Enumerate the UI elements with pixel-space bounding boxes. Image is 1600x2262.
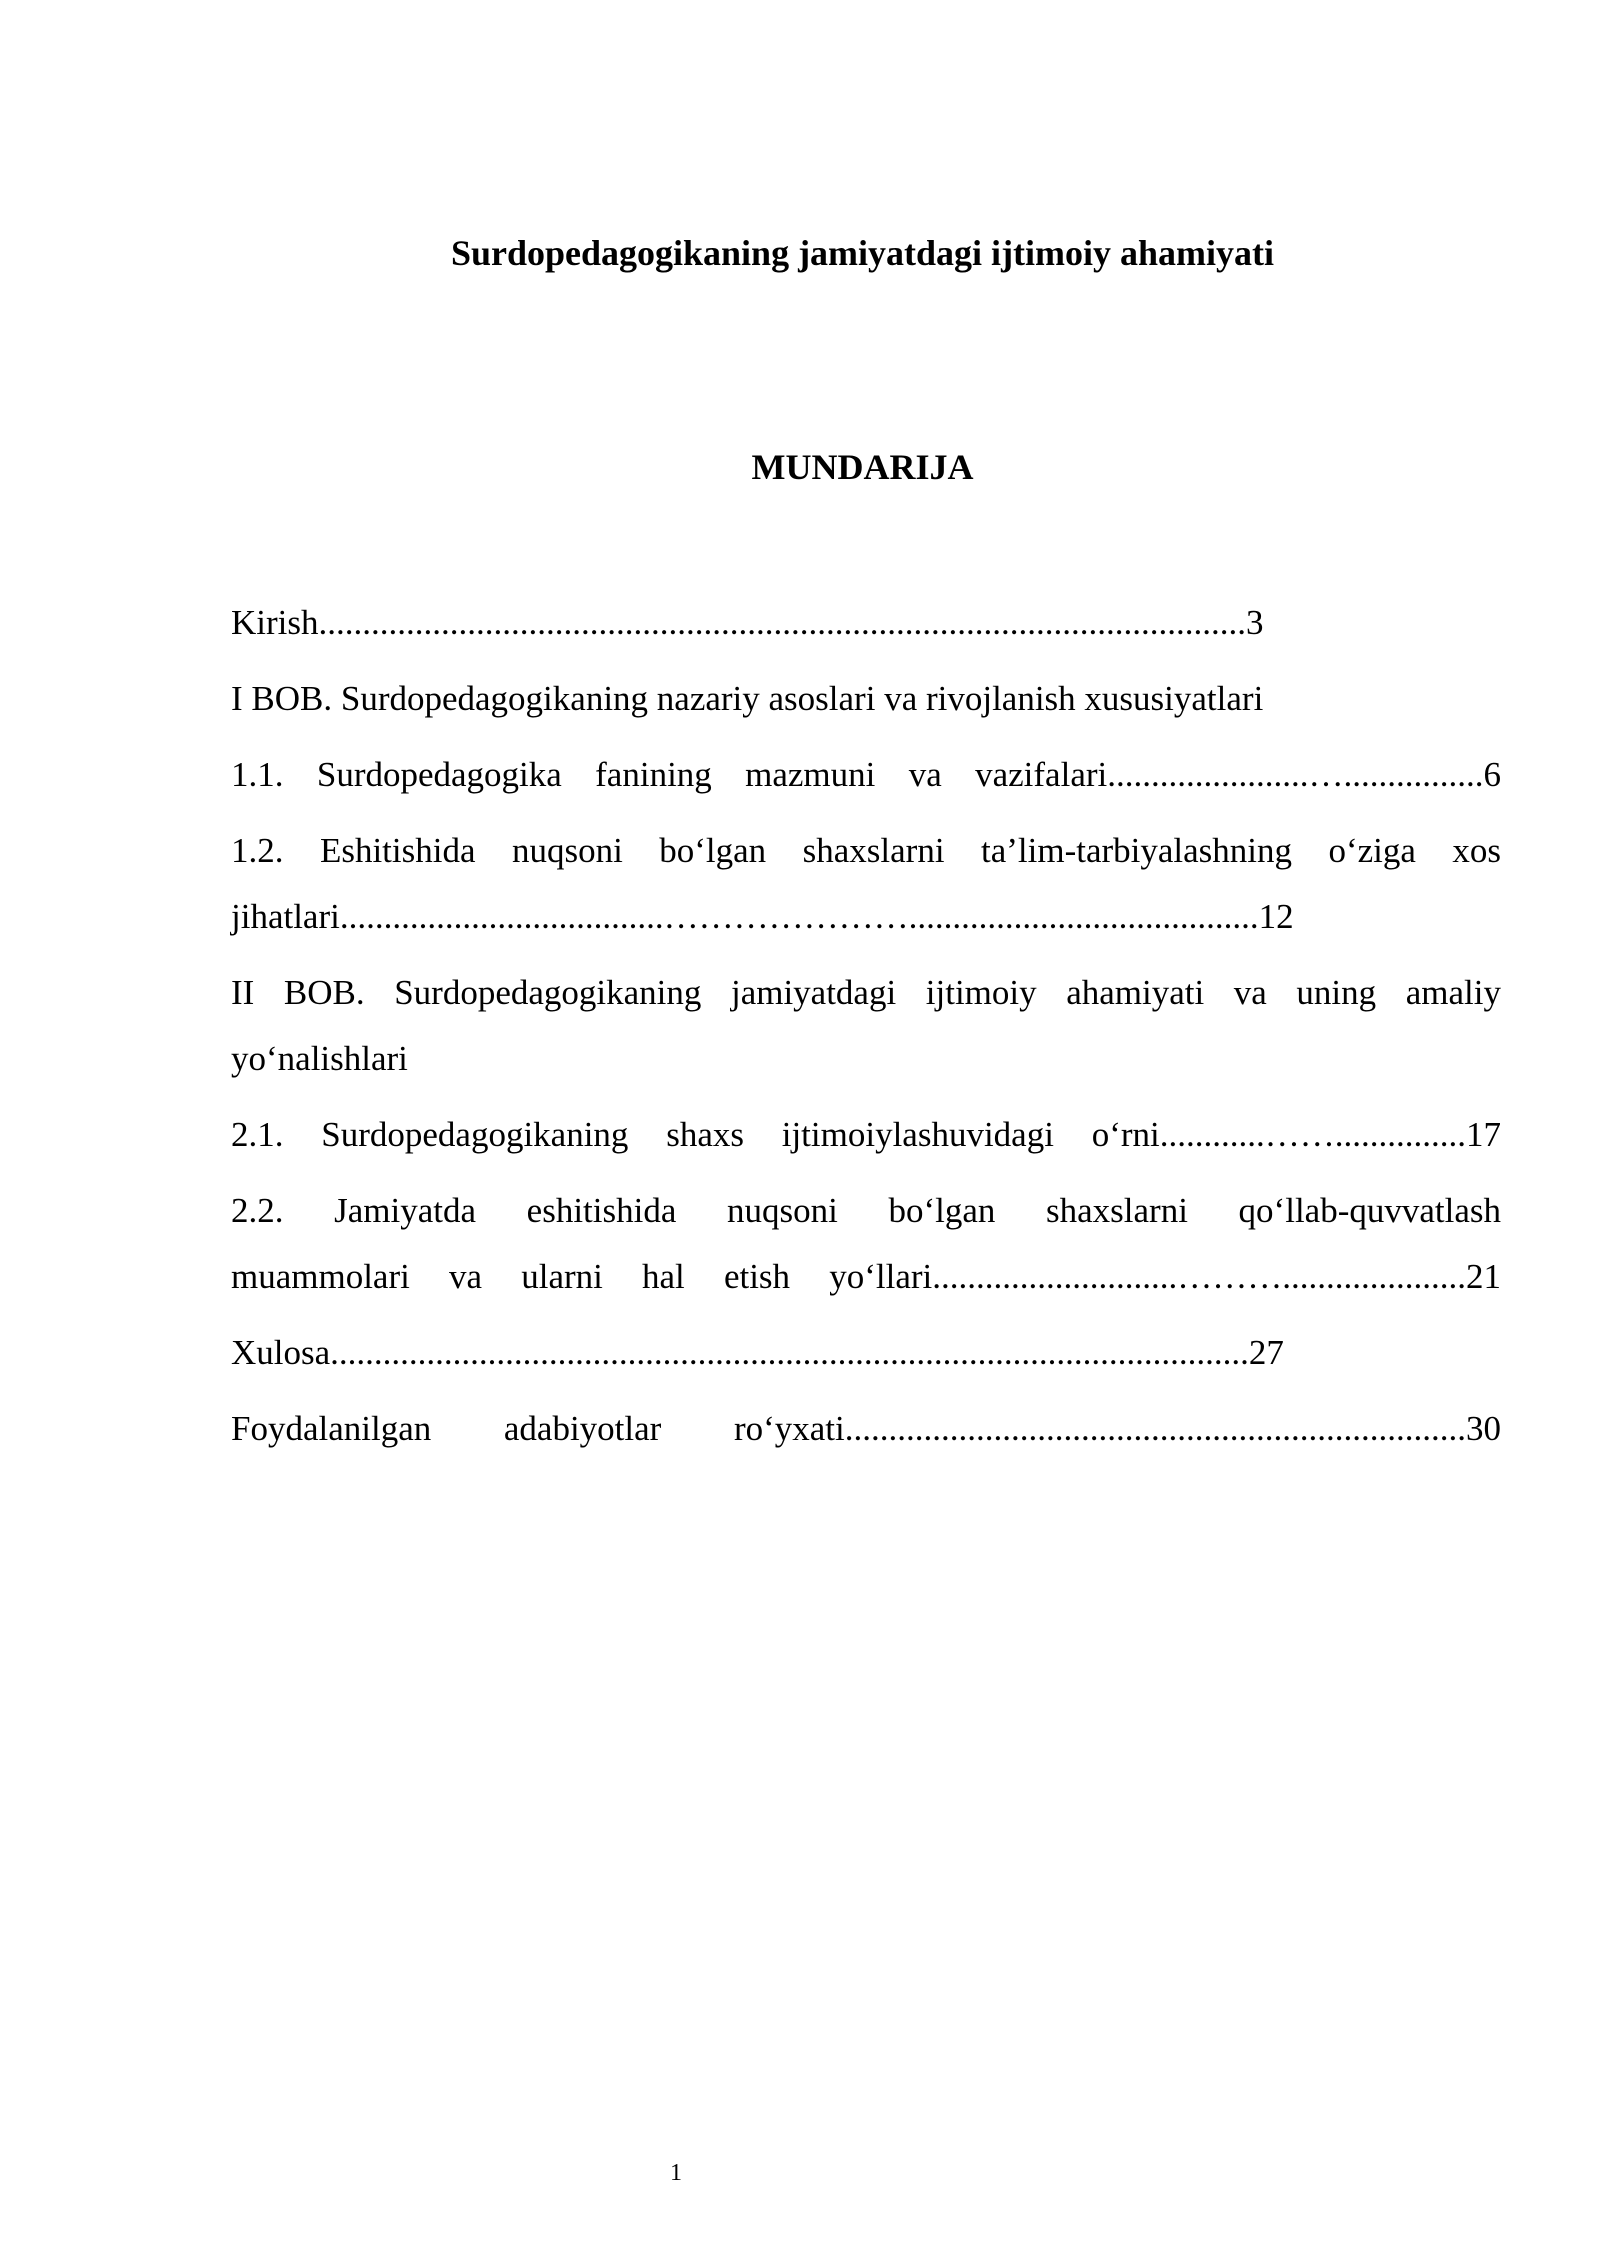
toc-entry-kirish: Kirish..........................................................................................................3 <box>231 603 1264 642</box>
page-number: 1 <box>670 2160 682 2186</box>
toc-entry-section-2-2 <box>231 1178 1501 1310</box>
toc-entry-xulosa: Xulosa.........................................................................................................27 <box>231 1333 1284 1372</box>
toc-heading: MUNDARIJA <box>751 447 974 487</box>
toc-entry-section-2-2-line1: 2.2. Jamiyatda eshitishida nuqsoni bo‘lgan shaxslarni qo‘llab-quvvatlash <box>231 1191 1501 1230</box>
toc-entry-section-1-2-line2: jihatlari.....................................…………………........................................12 <box>231 897 1294 936</box>
toc-entry-section-1-1: 1.1. Surdopedagogika fanining mazmuni va vazifalari.......................…................6 <box>231 755 1501 794</box>
document-title: Surdopedagogikaning jamiyatdagi ijtimoiy ahamiyati <box>450 233 1275 273</box>
toc-entry-chapter-1: I BOB. Surdopedagogikaning nazariy asoslari va rivojlanish xususiyatlari <box>231 679 1264 718</box>
toc-entry-section-1-2 <box>231 818 1501 950</box>
toc-entry-section-1-2-line1: 1.2. Eshitishida nuqsoni bo‘lgan shaxslarni ta’lim-tarbiyalashning o‘ziga xos <box>231 831 1501 870</box>
toc-entry-section-2-2-line2: muammolari va ularni hal etish yo‘llari............................……….....................21 <box>231 1257 1501 1296</box>
table-of-contents <box>231 590 1501 1462</box>
toc-entry-chapter-2 <box>231 960 1501 1092</box>
toc-entry-section-2-1: 2.1. Surdopedagogikaning shaxs ijtimoiylashuvidagi o‘rni............……...............17 <box>231 1115 1501 1154</box>
toc-entry-chapter-2-line1: II BOB. Surdopedagogikaning jamiyatdagi ijtimoiy ahamiyati va uning amaliy <box>231 973 1501 1012</box>
toc-entry-chapter-2-line2: yo‘nalishlari <box>231 1039 408 1078</box>
toc-entry-references: Foydalanilgan adabiyotlar ro‘yxati.......................................................................30 <box>231 1409 1501 1448</box>
